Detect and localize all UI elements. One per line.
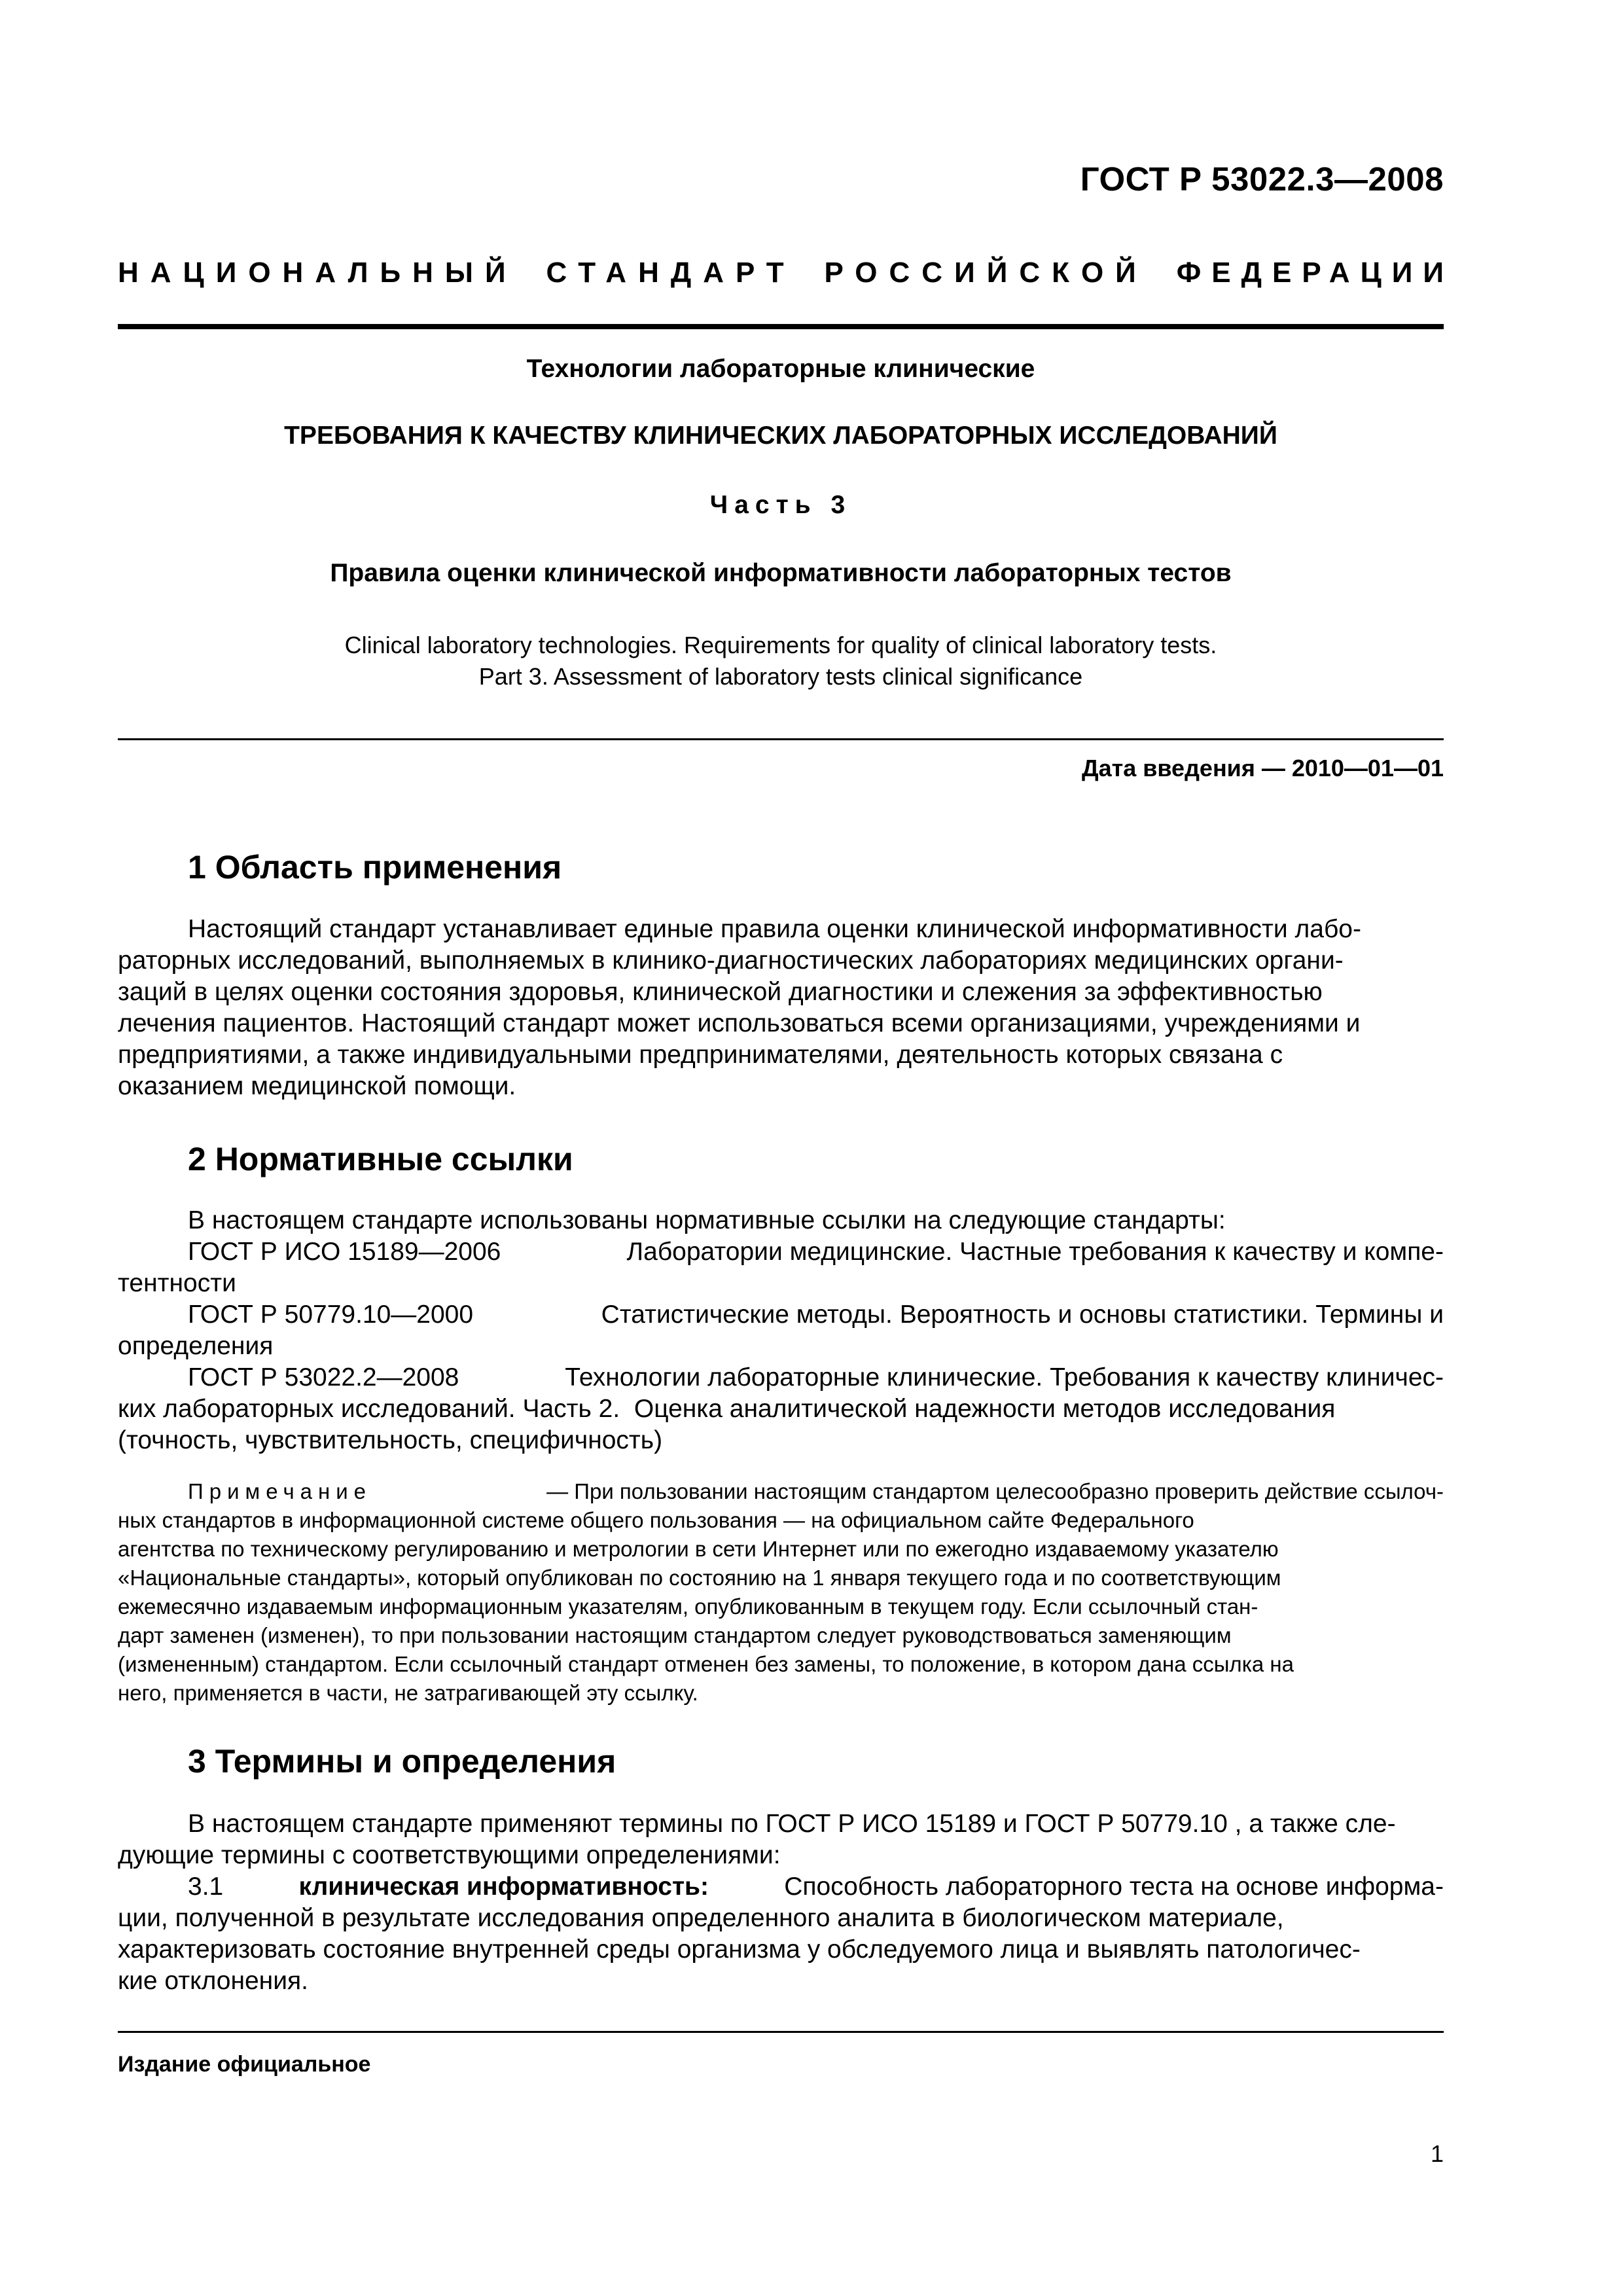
national-word: СТАНДАРТ (546, 257, 796, 289)
national-word: ФЕДЕРАЦИИ (1176, 257, 1454, 289)
text-line: ции, полученной в результате исследования определенного аналита в биологическом материале, (118, 1904, 1284, 1932)
text-line: В настоящем стандарте применяют термины по ГОСТ Р ИСО 15189 и ГОСТ Р 50779.10 , а также сле- (188, 1810, 1396, 1838)
part-title: Правила оценки клинической информативности лабораторных тестов (330, 559, 1232, 587)
reference-entry (118, 1299, 1444, 1331)
text-line: определения (118, 1332, 274, 1360)
part-label: Часть 3 (709, 491, 852, 519)
official-edition-label: Издание официальное (118, 2052, 371, 2077)
document-code: ГОСТ Р 53022.3—2008 (1080, 160, 1444, 198)
term-number: 3.1 (188, 1873, 224, 1901)
note-line (118, 1477, 1444, 1506)
document-main-title: ТРЕБОВАНИЯ К КАЧЕСТВУ КЛИНИЧЕСКИХ ЛАБОРАТОРНЫХ ИССЛЕДОВАНИЙ (284, 422, 1277, 450)
text-line: Настоящий стандарт устанавливает единые правила оценки клинической информативности лабо- (188, 915, 1361, 943)
english-title-line: Clinical laboratory technologies. Requirements for quality of clinical laboratory tests. (344, 632, 1217, 658)
national-standard-title (118, 257, 1454, 289)
section1-paragraph (118, 914, 1444, 1102)
reference-title: Статистические методы. Вероятность и основы статистики. Термины и (601, 1300, 1444, 1329)
footer-divider (118, 2031, 1444, 2033)
note-line: ных стандартов в информационной системе общего пользования — на официальном сайте Федерального (118, 1508, 1194, 1532)
note-label: Примечание (188, 1479, 372, 1503)
page-number: 1 (1430, 2140, 1444, 2167)
note-text: — При пользовании настоящим стандартом целесообразно проверить действие ссылоч- (546, 1479, 1444, 1503)
reference-entry (118, 1236, 1444, 1268)
note-line: него, применяется в части, не затрагивающей эту ссылку. (118, 1681, 698, 1705)
section2-body (118, 1205, 1444, 1456)
text-line: предприятиями, а также индивидуальными предпринимателями, деятельность которых связана с (118, 1041, 1283, 1069)
reference-code: ГОСТ Р 53022.2—2008 (188, 1363, 459, 1391)
term-definition (118, 1871, 1444, 1903)
text-line: тентности (118, 1269, 236, 1297)
document-subject: Технологии лабораторные клинические (526, 355, 1035, 383)
english-title-line: Part 3. Assessment of laboratory tests clinical significance (478, 663, 1083, 690)
reference-code: ГОСТ Р 50779.10—2000 (188, 1300, 474, 1329)
note-line: дарт заменен (изменен), то при пользовании настоящим стандартом следует руководствоваться заменяющим (118, 1623, 1232, 1647)
introduction-date: Дата введения — 2010—01—01 (1081, 755, 1444, 781)
header-divider (118, 324, 1444, 329)
term-definition-text: Способность лабораторного теста на основе информа- (784, 1873, 1444, 1901)
reference-entry (118, 1362, 1444, 1393)
text-line: дующие термины с соответствующими определениями: (118, 1841, 781, 1869)
note-line: ежемесячно издаваемым информационным указателям, опубликованным в текущем году. Если ссылочный стан- (118, 1594, 1258, 1619)
section-heading: 1 Область применения (188, 849, 562, 886)
english-title (118, 630, 1444, 692)
section-heading: 2 Нормативные ссылки (188, 1141, 573, 1177)
text-line: раторных исследований, выполняемых в клинико-диагностических лабораториях медицинских органи- (118, 946, 1344, 975)
reference-code: ГОСТ Р ИСО 15189—2006 (188, 1238, 501, 1266)
text-line: кие отклонения. (118, 1967, 308, 1995)
term-name: клиническая информативность: (298, 1873, 709, 1901)
note-line: агентства по техническому регулированию и метрологии в сети Интернет или по ежегодно издаваемому указателю (118, 1537, 1279, 1561)
text-line: (точность, чувствительность, специфичность) (118, 1426, 663, 1454)
title-divider (118, 738, 1444, 740)
text-line: оказанием медицинской помощи. (118, 1072, 516, 1100)
text-line: В настоящем стандарте использованы нормативные ссылки на следующие стандарты: (188, 1206, 1226, 1234)
national-word: НАЦИОНАЛЬНЫЙ (118, 257, 518, 289)
text-line: характеризовать состояние внутренней среды организма у обследуемого лица и выявлять патологичес- (118, 1935, 1361, 1964)
national-word: РОССИЙСКОЙ (824, 257, 1148, 289)
section-heading: 3 Термины и определения (188, 1743, 616, 1780)
section3-body (118, 1808, 1444, 1997)
reference-title: Технологии лабораторные клинические. Требования к качеству клиничес- (565, 1363, 1444, 1391)
text-line: ких лабораторных исследований. Часть 2. Оценка аналитической надежности методов исследования (118, 1395, 1336, 1423)
note-block (118, 1477, 1444, 1708)
text-line: лечения пациентов. Настоящий стандарт может использоваться всеми организациями, учреждениями и (118, 1009, 1361, 1037)
reference-title: Лаборатории медицинские. Частные требования к качеству и компе- (626, 1238, 1444, 1266)
text-line: заций в целях оценки состояния здоровья, клинической диагностики и слежения за эффективностью (118, 978, 1323, 1006)
note-line: «Национальные стандарты», который опубликован по состоянию на 1 января текущего года и по соответствующим (118, 1566, 1281, 1590)
note-line: (измененным) стандартом. Если ссылочный стандарт отменен без замены, то положение, в котором дана ссылка на (118, 1652, 1294, 1676)
